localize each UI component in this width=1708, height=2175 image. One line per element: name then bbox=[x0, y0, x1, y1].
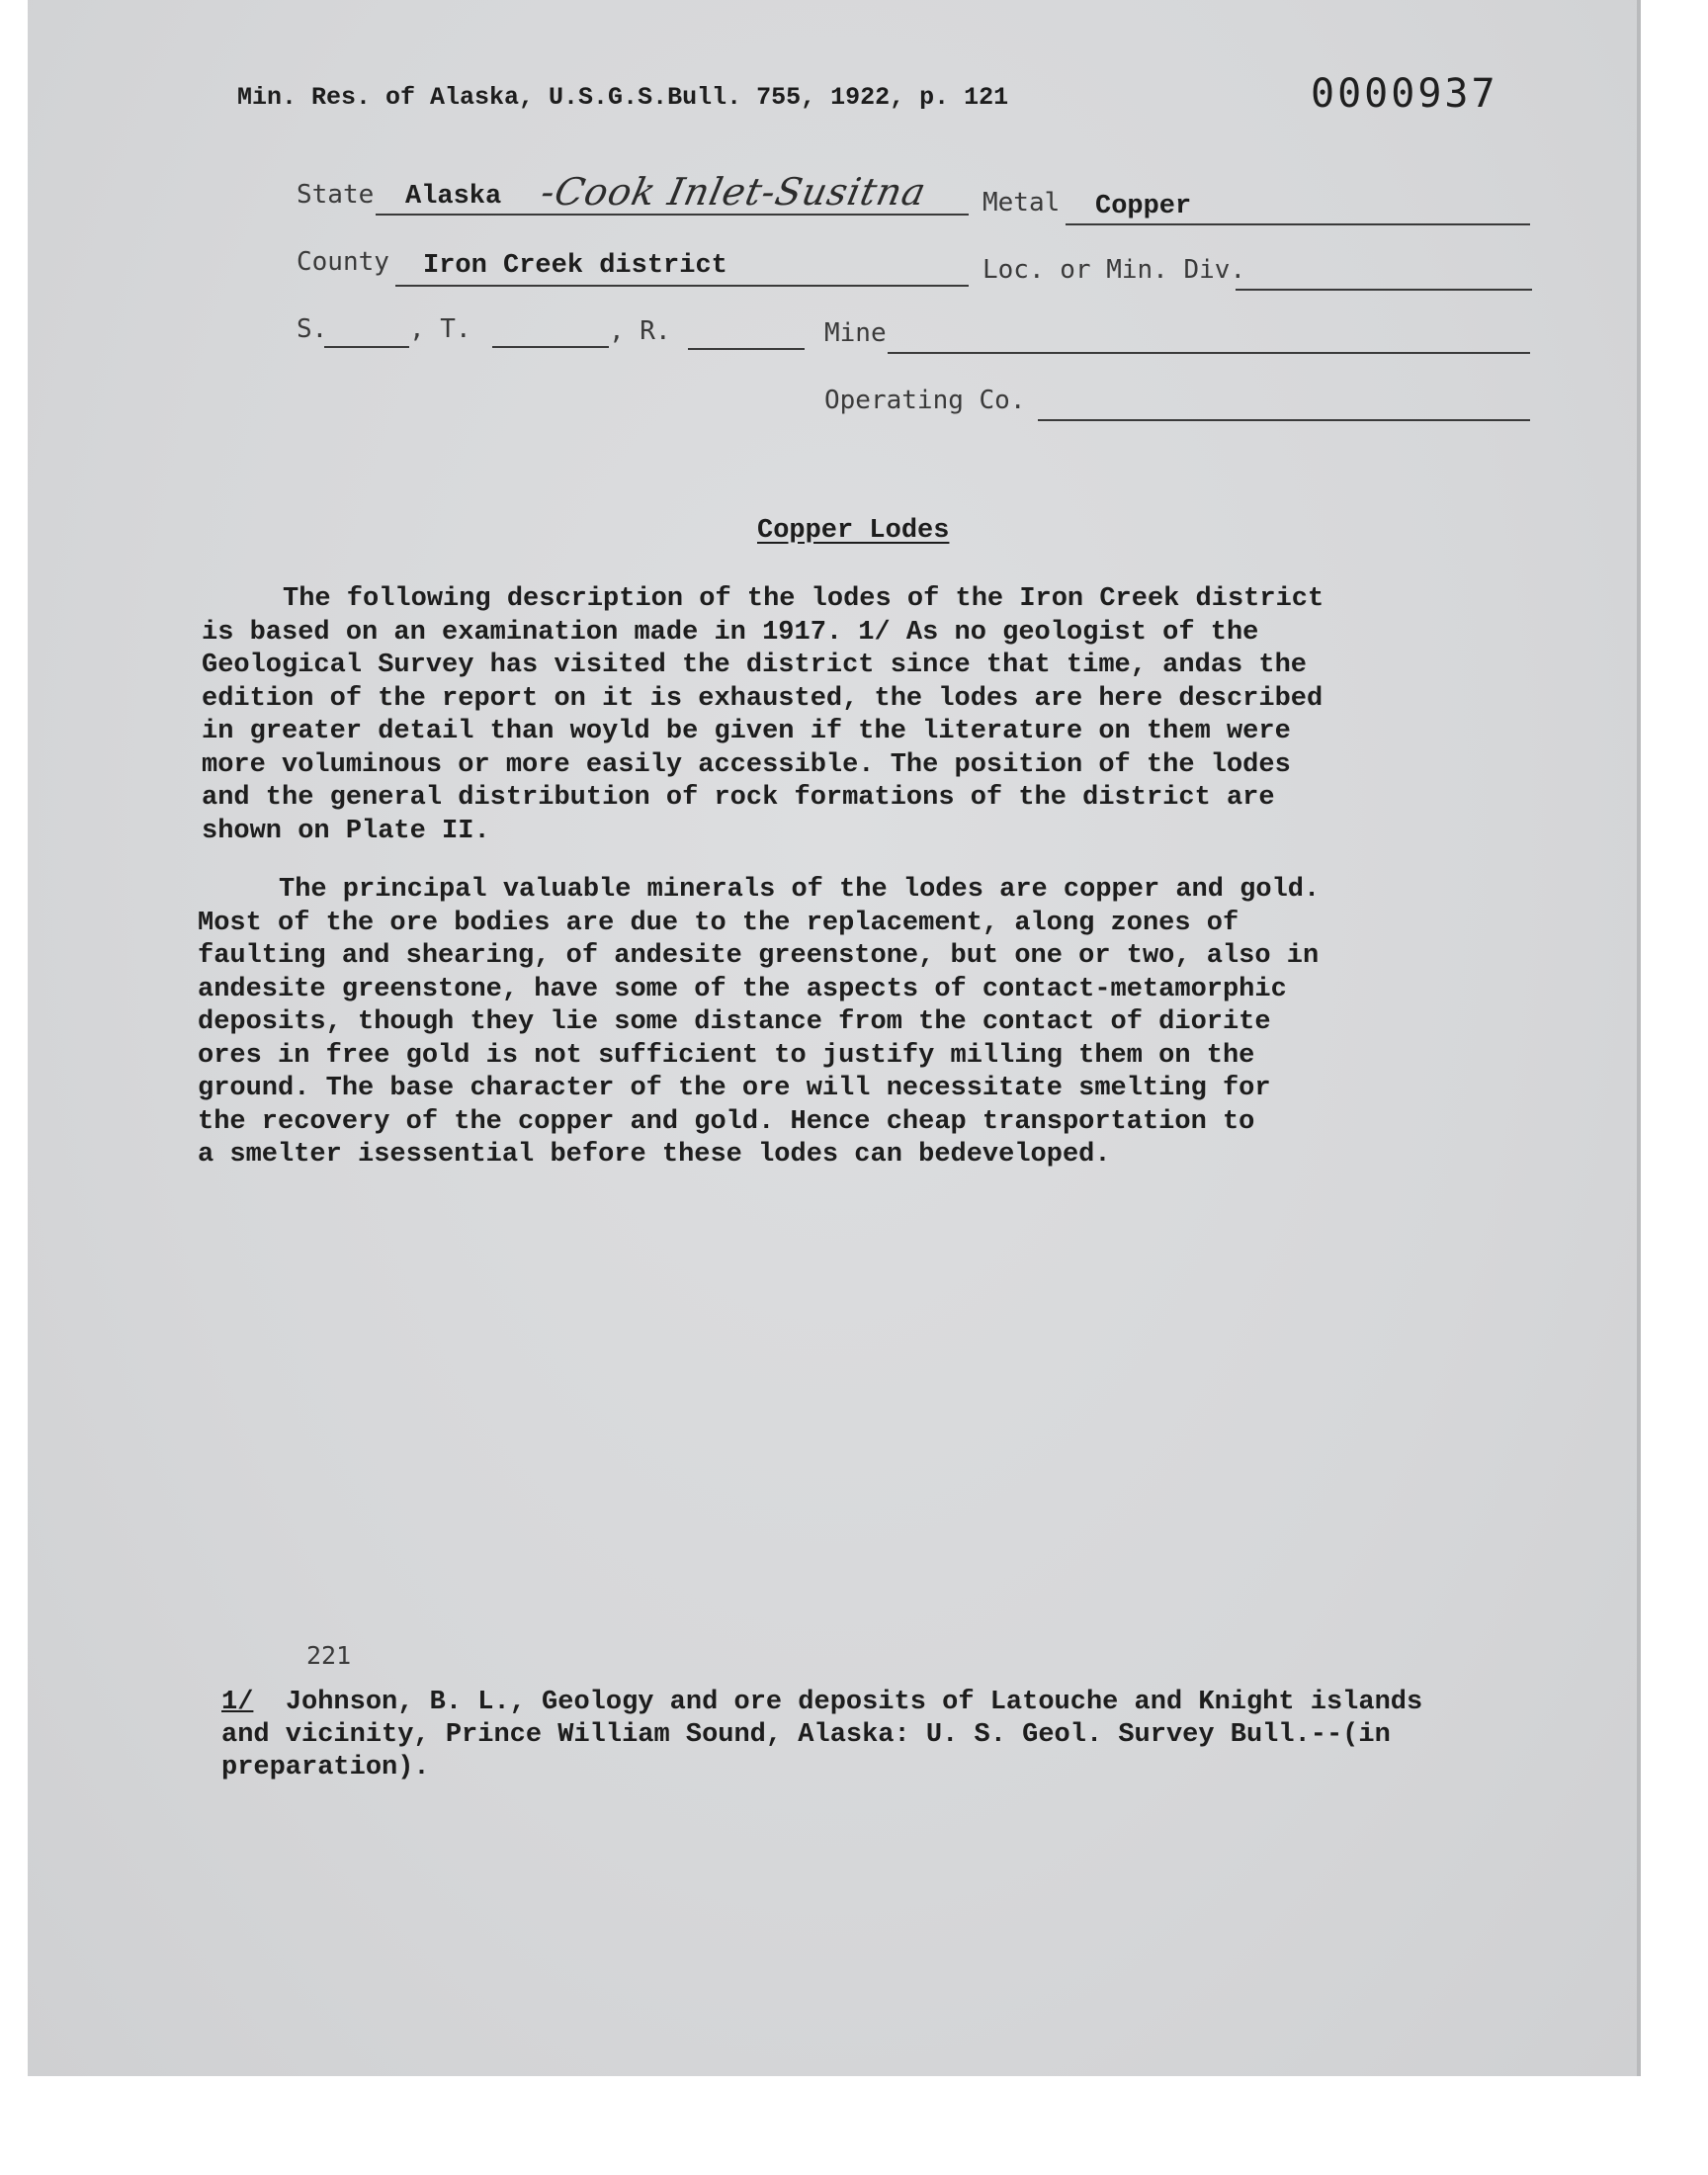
state-handwritten-annotation: -Cook Inlet-Susitna bbox=[537, 170, 931, 214]
paragraph-line: andesite greenstone, have some of the aspects of contact-metamorphic bbox=[198, 974, 1287, 1004]
range-label: , R. bbox=[609, 316, 671, 346]
paragraph-line: more voluminous or more easily accessible. The position of the lodes bbox=[202, 749, 1291, 780]
state-label: State bbox=[297, 180, 375, 210]
mine-label: Mine bbox=[824, 318, 887, 348]
paragraph-line: deposits, though they lie some distance from the contact of diorite bbox=[198, 1007, 1271, 1037]
state-value: Alaska bbox=[405, 182, 502, 212]
operating-co-label: Operating Co. bbox=[824, 386, 1026, 415]
county-fill-line bbox=[395, 285, 969, 287]
township-label: , T. bbox=[409, 314, 471, 344]
footnote bbox=[221, 1687, 1422, 1784]
paragraph-line: the recovery of the copper and gold. Hence cheap transportation to bbox=[198, 1106, 1255, 1137]
township-fill-line bbox=[492, 346, 609, 348]
paragraph-line: edition of the report on it is exhausted, the lodes are here described bbox=[202, 683, 1324, 714]
paragraph-line: shown on Plate II. bbox=[202, 816, 490, 846]
loc-fill-line bbox=[1236, 289, 1532, 291]
paragraph-line: faulting and shearing, of andesite greenstone, but one or two, also in bbox=[198, 941, 1320, 971]
metal-fill-line bbox=[1066, 223, 1530, 225]
paragraph-1 bbox=[202, 583, 1324, 848]
mine-fill-line bbox=[888, 352, 1530, 354]
paragraph-line: Most of the ore bodies are due to the replacement, along zones of bbox=[198, 908, 1239, 938]
page-number: 221 bbox=[306, 1641, 352, 1670]
footnote-text: preparation). bbox=[221, 1753, 430, 1783]
paragraph-line: and the general distribution of rock formations of the district are bbox=[202, 783, 1275, 813]
paragraph-line: is based on an examination made in 1917. 1/ As no geologist of the bbox=[202, 617, 1259, 648]
footnote-line-1 bbox=[221, 1687, 1422, 1719]
section-label: S. bbox=[297, 314, 328, 344]
paragraph-line: Geological Survey has visited the district since that time, andas the bbox=[202, 651, 1307, 680]
document-page bbox=[28, 0, 1641, 2076]
county-value: Iron Creek district bbox=[423, 251, 727, 281]
state-fill-line bbox=[376, 214, 969, 216]
operating-co-fill-line bbox=[1038, 419, 1530, 421]
metal-label: Metal bbox=[982, 188, 1061, 218]
bulletin-reference: Min. Res. of Alaska, U.S.G.S.Bull. 755, 1922, p. 121 bbox=[237, 83, 1009, 112]
paragraph-line: The following description of the lodes of the Iron Creek district bbox=[283, 584, 1324, 614]
paragraph-line: ores in free gold is not sufficient to justify milling them on the bbox=[198, 1040, 1255, 1071]
document-number: 0000937 bbox=[1311, 71, 1498, 117]
metal-value: Copper bbox=[1095, 192, 1192, 221]
paragraph-line: ground. The base character of the ore will necessitate smelting for bbox=[198, 1074, 1271, 1103]
county-label: County bbox=[297, 247, 389, 277]
section-fill-line bbox=[324, 346, 409, 348]
footnote-text: and vicinity, Prince William Sound, Alaska: U. S. Geol. Survey Bull.--(in bbox=[221, 1720, 1391, 1750]
loc-label: Loc. or Min. Div. bbox=[982, 255, 1246, 285]
footnote-text: Johnson, B. L., Geology and ore deposits of Latouche and Knight islands bbox=[285, 1688, 1423, 1717]
section-title: Copper Lodes bbox=[757, 516, 950, 546]
range-fill-line bbox=[688, 348, 805, 350]
paragraph-2 bbox=[198, 874, 1320, 1173]
footnote-mark: 1/ bbox=[221, 1688, 254, 1717]
paragraph-line: in greater detail than woyld be given if the literature on them were bbox=[202, 717, 1291, 746]
paragraph-line: The principal valuable minerals of the lodes are copper and gold. bbox=[279, 875, 1321, 905]
paragraph-line: a smelter isessential before these lodes can bedeveloped. bbox=[198, 1140, 1111, 1170]
